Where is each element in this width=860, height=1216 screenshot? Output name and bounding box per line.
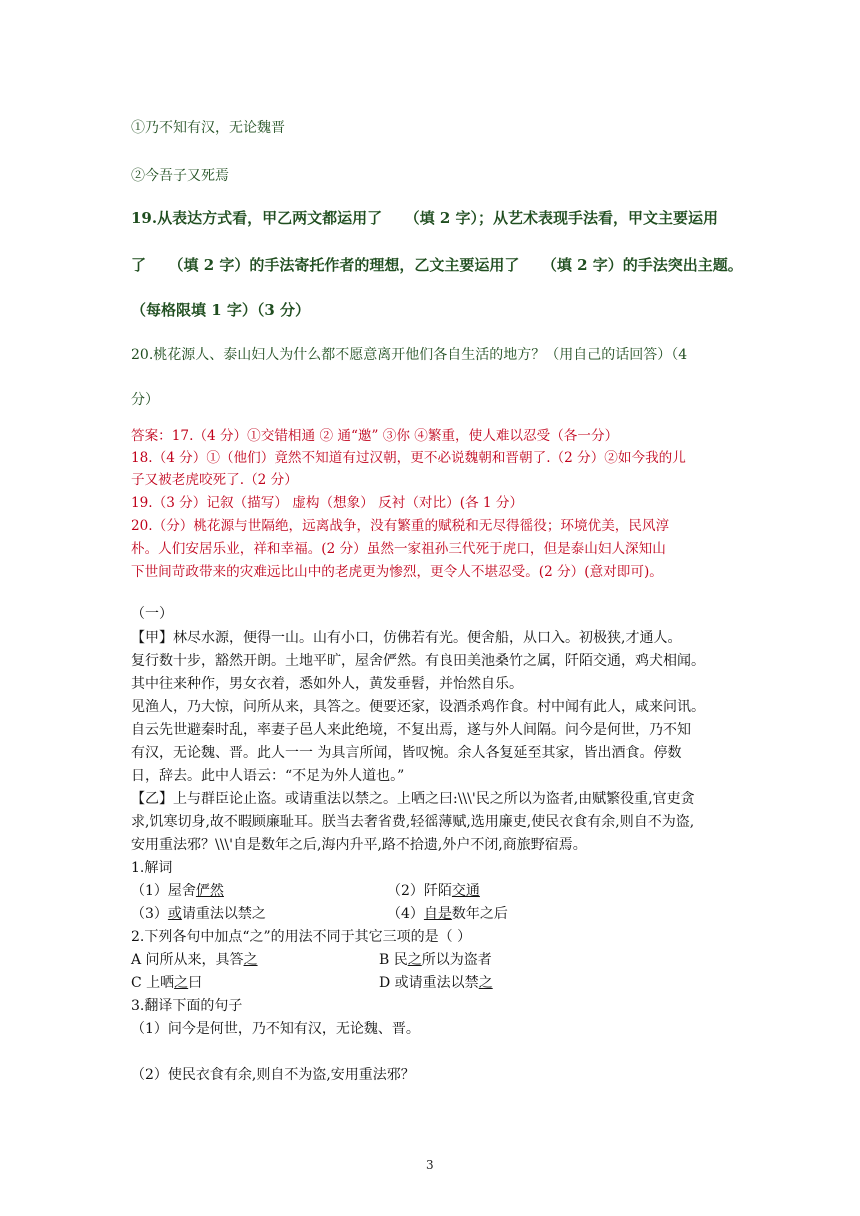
- jia-line: 复行数十步，豁然开朗。土地平旷，屋舍俨然。有良田美池桑竹之属，阡陌交通，鸡犬相闻。: [131, 653, 705, 669]
- q2-option-c-text: C 上哂: [131, 975, 175, 991]
- jia-line: 自云先世避秦时乱，率妻子邑人来此绝境，不复出焉，遂与外人间隔。问今是何世，乃不知: [131, 722, 691, 738]
- q1-item-4-word: 自是: [423, 906, 452, 922]
- q2-option-d-text: D 或请重法以禁: [379, 975, 479, 991]
- q2-option-c-zhi: 之: [174, 975, 189, 991]
- q2-option-a: [131, 949, 258, 969]
- jia-line: 日，辞去。此中人语云：“不足为外人道也。”: [131, 768, 405, 784]
- q2-option-c: [131, 972, 202, 992]
- q1-title: 1.解词: [131, 860, 173, 876]
- q2-option-b-suffix: 所以为盗者: [421, 952, 492, 968]
- q2-option-b-text: B 民: [379, 952, 408, 968]
- q1-item-4-prefix: （4）: [387, 906, 424, 922]
- q2-option-c-suffix: 曰: [188, 975, 203, 991]
- q2-option-d: [379, 972, 493, 992]
- yi-line: 求,饥寒切身,故不暇顾廉耻耳。朕当去奢省费,轻徭薄赋,选用廉吏,使民衣食有余,则自不为盗,: [131, 814, 695, 830]
- answer-line: 19.（3 分）记叙（描写） 虚构（想象） 反衬（对比）(各 1 分）: [131, 495, 524, 511]
- q1-item-2-word: 交通: [451, 883, 480, 899]
- q1-item-3-word: 或: [167, 906, 182, 922]
- answer-line: 答案：17.（4 分）①交错相通 ② 通“邀” ③你 ④繁重，使人难以忍受（各一分）: [131, 428, 619, 444]
- yi-line: 安用重法邪？\\\'自是数年之后,海内升平,路不拾遗,外户不闭,商旅野宿焉。: [131, 837, 587, 853]
- q1-item-4: [387, 903, 508, 923]
- jia-line: 其中往来种作，男女衣着，悉如外人，黄发垂髫，并怡然自乐。: [131, 676, 523, 692]
- q2-option-a-zhi: 之: [243, 952, 258, 968]
- jia-line: 见渔人，乃大惊，问所从来，具答之。便要还家，设酒杀鸡作食。村中闻有此人，咸来问讯。: [131, 699, 705, 715]
- q3-sentence-1: （1）问今是何世，乃不知有汉，无论魏、晋。: [131, 1021, 420, 1037]
- page-number: 3: [426, 1158, 434, 1172]
- q3-sentence-2: （2）使民衣食有余,则自不为盗,安用重法邪？: [131, 1067, 415, 1083]
- q20-line-1: 20.桃花源人、泰山妇人为什么都不愿意离开他们各自生活的地方？（用自己的话回答）（4: [131, 347, 688, 363]
- section-heading: （一）: [131, 606, 173, 622]
- answer-line: 子又被老虎咬死了.（2 分）: [131, 472, 298, 488]
- jia-line: 有汉，无论魏、晋。此人一一 为具言所闻，皆叹惋。余人各复延至其家，皆出酒食。停数: [131, 745, 682, 761]
- answer-line: 20.（分）桃花源与世隔绝，远离战争，没有繁重的赋税和无尽得徭役；环境优美，民风淳: [131, 518, 670, 534]
- q1-item-3-suffix: 请重法以禁之: [181, 906, 266, 922]
- q1-item-4-suffix: 数年之后: [451, 906, 508, 922]
- q2-option-d-zhi: 之: [478, 975, 493, 991]
- q2-option-a-text: A 问所从来，具答: [131, 952, 244, 968]
- top-line-2: ②今吾子又死焉: [131, 168, 229, 184]
- q1-item-2-prefix: （2）阡陌: [387, 883, 452, 899]
- top-line-1: ①乃不知有汉，无论魏晋: [131, 120, 285, 136]
- answer-line: 18.（4 分）①（他们）竟然不知道有过汉朝，更不必说魏朝和晋朝了.（2 分）②如今我的儿: [131, 450, 686, 466]
- answer-line: 朴。人们安居乐业，祥和幸福。(2 分）虽然一家祖孙三代死于虎口，但是泰山妇人深知山: [131, 541, 666, 557]
- q19-line-2: 了 （填 2 字）的手法寄托作者的理想，乙文主要运用了 （填 2 字）的手法突出主题。: [131, 256, 743, 274]
- q2-option-b-zhi: 之: [407, 952, 422, 968]
- yi-line: 【乙】上与群臣论止盗。或请重法以禁之。上哂之曰:\\\'民之所以为盗者,由赋繁役重,官吏贪: [131, 791, 695, 807]
- q19-line-1: 19.从表达方式看，甲乙两文都运用了 （填 2 字）；从艺术表现手法看，甲文主要运用: [131, 209, 718, 227]
- q1-item-3-prefix: （3）: [131, 906, 168, 922]
- q3-title: 3.翻译下面的句子: [131, 998, 243, 1014]
- q1-item-1-prefix: （1）屋舍: [131, 883, 196, 899]
- jia-line: 【甲】林尽水源，便得一山。山有小口，仿佛若有光。便舍船，从口入。初极狭,才通人。: [131, 630, 682, 646]
- answer-line: 下世间苛政带来的灾难远比山中的老虎更为惨烈，更令人不堪忍受。(2 分）(意对即可)。: [131, 564, 663, 580]
- q2-option-b: [379, 949, 492, 969]
- q2-title: 2.下列各句中加点“之”的用法不同于其它三项的是（ ）: [131, 929, 472, 945]
- q1-item-1: [131, 880, 224, 900]
- q1-item-3: [131, 903, 266, 923]
- q1-item-2: [387, 880, 480, 900]
- q1-item-1-word: 俨然: [195, 883, 224, 899]
- q19-line-3: （每格限填 1 字）（3 分）: [131, 301, 311, 319]
- q20-line-2: 分）: [131, 392, 159, 408]
